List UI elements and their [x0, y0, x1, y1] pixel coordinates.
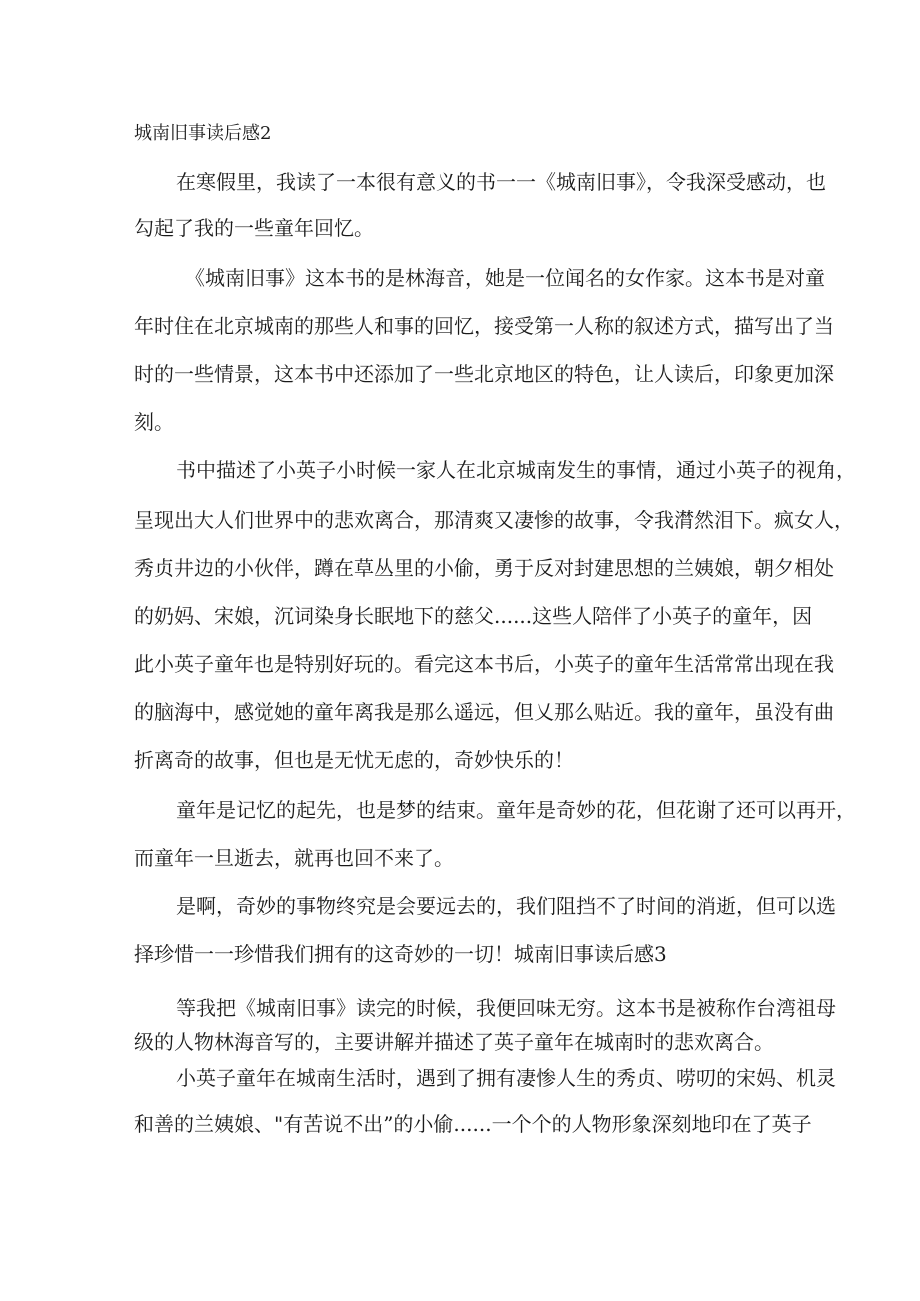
text-line: 而童年一旦逝去，就再也回不来了。 — [134, 846, 454, 870]
text-line: 年时住在北京城南的那些人和事的回忆，接受第一人称的叙述方式，描写出了当 — [134, 314, 834, 338]
text-line: 勾起了我的一些童年回忆。 — [134, 216, 374, 240]
text-line: 《城南旧事》这本书的是林海音，她是一位闻名的女作家。这本书是对童 — [185, 266, 825, 290]
text-line: 等我把《城南旧事》读完的时候，我便回味无穷。这本书是被称作台湾祖母 — [176, 996, 836, 1020]
text-line: 的脑海中，感觉她的童年离我是那么遥远，但乂那么贴近。我的童年，虽没有曲 — [134, 700, 834, 724]
text-line: 择珍惜一一珍惜我们拥有的这奇妙的一切！城南旧事读后感3 — [134, 942, 667, 966]
text-line: 时的一些情景，这本书中还添加了一些北京地区的特色，让人读后，印象更加深 — [134, 362, 834, 386]
text-line: 书中描述了小英子小时候一家人在北京城南发生的事情，通过小英子的视角， — [176, 458, 856, 482]
text-line: 是啊，奇妙的事物终究是会要远去的，我们阻挡不了时间的消逝，但可以选 — [176, 894, 836, 918]
text-line: 级的人物林海音写的，主要讲解并描述了英子童年在城南时的悲欢离合。 — [134, 1030, 774, 1054]
text-line: 小英子童年在城南生活时，遇到了拥有凄惨人生的秀贞、唠叨的宋妈、机灵 — [176, 1066, 836, 1090]
text-line: 折离奇的故事，但也是无忧无虑的，奇妙快乐的！ — [134, 748, 574, 772]
text-line: 和善的兰姨娘、"有苦说不出”的小偷......一个个的人物形象深刻地印在了英子 — [134, 1112, 812, 1136]
text-line: 呈现出大人们世界中的悲欢离合，那清爽又凄惨的故事，令我潸然泪下。疯女人， — [134, 508, 854, 532]
text-line: 秀贞井边的小伙伴，蹲在草丛里的小偷，勇于反对封建思想的兰姨娘，朝夕相处 — [134, 556, 834, 580]
text-line: 此小英子童年也是特别好玩的。看完这本书后，小英子的童年生活常常出现在我 — [134, 652, 834, 676]
document-title: 城南旧事读后感2 — [134, 123, 272, 144]
text-line: 刻。 — [134, 410, 174, 434]
text-line: 在寒假里，我读了一本很有意义的书一一《城南旧事》，令我深受感动，也 — [176, 170, 826, 194]
text-line: 的奶妈、宋娘，沉词染身长眠地下的慈父......这些人陪伴了小英子的童年，因 — [134, 604, 813, 628]
text-line: 童年是记忆的起先，也是梦的结束。童年是奇妙的花，但花谢了还可以再开， — [176, 798, 856, 822]
